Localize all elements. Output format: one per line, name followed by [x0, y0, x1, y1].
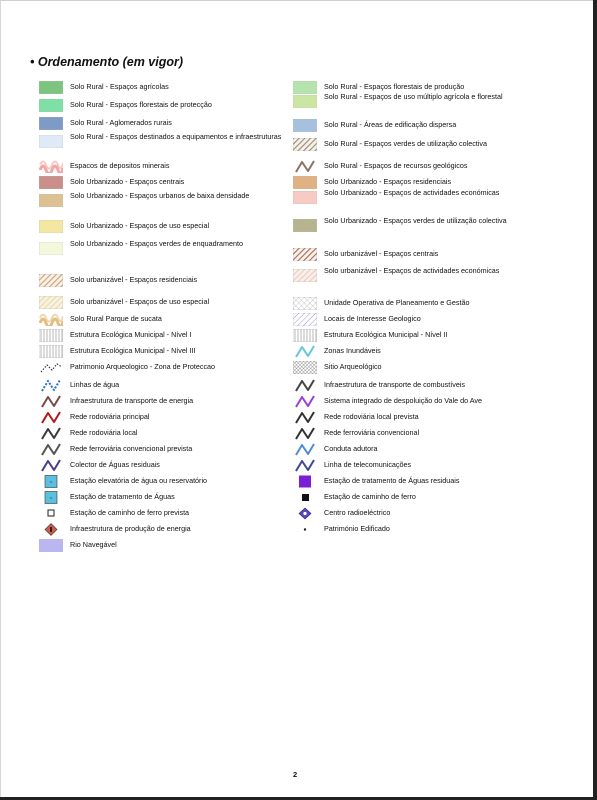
- legend-label: Solo Urbanizado - Espaços residenciais: [324, 177, 452, 186]
- legend-label: Patrimonio Arqueologico - Zona de Proteccao: [70, 362, 216, 371]
- legend-item: [293, 266, 538, 285]
- legend-swatch: [293, 219, 317, 232]
- legend-item: [39, 239, 294, 258]
- legend-item: [293, 216, 538, 235]
- legend-swatch: [39, 313, 63, 326]
- legend-swatch: [39, 491, 63, 504]
- legend-swatch: [39, 296, 63, 309]
- legend-item: [39, 459, 294, 475]
- legend-swatch: [39, 160, 63, 173]
- legend-label: Unidade Operativa de Planeamento e Gestão: [324, 298, 470, 307]
- legend-swatch: [293, 248, 317, 261]
- legend-item: [39, 191, 294, 210]
- legend-item: [293, 119, 538, 135]
- legend-label: Infraestrutura de transporte de combustíveis: [324, 380, 466, 389]
- legend-swatch: [293, 361, 317, 374]
- legend-item: [293, 491, 538, 507]
- legend-label: Solo Rural - Espaços verdes de utilização colectiva: [324, 139, 487, 148]
- legend-item: [39, 274, 294, 290]
- legend-label: Zonas Inundáveis: [324, 346, 381, 355]
- legend-item: [293, 361, 538, 377]
- legend-label: Solo Rural - Espaços florestais de produção: [324, 82, 465, 91]
- legend-item: [293, 443, 538, 459]
- legend-item: [293, 411, 538, 427]
- legend-item: [293, 379, 538, 395]
- legend-label: Solo Rural - Espaços de uso múltiplo agrícola e florestal: [324, 92, 503, 101]
- legend-swatch: [293, 176, 317, 189]
- legend-label: Rede rodoviária local: [70, 428, 138, 437]
- legend-label: Locais de Interesse Geologico: [324, 314, 421, 323]
- legend-swatch: [39, 475, 63, 488]
- legend-swatch: [39, 395, 63, 408]
- legend-swatch: [39, 427, 63, 440]
- legend-item: [293, 297, 538, 313]
- legend-item: [39, 176, 294, 192]
- legend-label: Rede ferroviária convencional: [324, 428, 420, 437]
- legend-item: [39, 313, 294, 329]
- svg-text:~: ~: [49, 480, 53, 486]
- legend-label: Solo Rural - Espaços agrícolas: [70, 82, 169, 91]
- legend-label: Centro radioeléctrico: [324, 508, 391, 517]
- legend-label: Património Edificado: [324, 524, 390, 533]
- legend-label: Solo Rural - Espaços florestais de protecção: [70, 100, 212, 109]
- legend-item: [293, 160, 538, 176]
- legend-swatch: [39, 117, 63, 130]
- legend-item: [39, 132, 294, 151]
- legend-swatch: [39, 135, 63, 148]
- legend-label: Linhas de água: [70, 380, 120, 389]
- legend-swatch: [293, 119, 317, 132]
- legend-item: [39, 296, 294, 312]
- section-heading: • Ordenamento (em vigor): [30, 55, 184, 69]
- legend-item: [293, 427, 538, 443]
- legend-swatch: [39, 329, 63, 342]
- legend-label: Rede ferroviária convencional prevista: [70, 444, 193, 453]
- legend-item: [39, 379, 294, 395]
- page-number: 2: [293, 770, 298, 779]
- legend-item: [39, 427, 294, 443]
- legend-label: Solo Urbanizado - Espaços verdes de utilização colectiva: [324, 216, 507, 225]
- legend-label: Sitio Arqueológico: [324, 362, 382, 371]
- legend-swatch: [293, 329, 317, 342]
- legend-swatch: [293, 297, 317, 310]
- legend-swatch: [293, 269, 317, 282]
- legend-swatch: [293, 491, 317, 504]
- legend-item: [293, 138, 538, 154]
- page-shadow-right: [593, 0, 597, 800]
- legend-item: [293, 459, 538, 475]
- legend-label: Estação de caminho de ferro: [324, 492, 416, 501]
- legend-swatch: [293, 138, 317, 151]
- legend-label: Solo urbanizável - Espaços centrais: [324, 249, 439, 258]
- legend-item: [39, 99, 294, 115]
- legend-item: [293, 345, 538, 361]
- svg-text:~: ~: [49, 496, 53, 502]
- legend-swatch: [293, 443, 317, 456]
- legend-swatch: [39, 507, 63, 520]
- legend-item: [293, 313, 538, 329]
- legend-item: [39, 361, 294, 377]
- legend-label: Colector de Águas residuais: [70, 460, 160, 469]
- legend-swatch: [39, 242, 63, 255]
- legend-swatch: [39, 345, 63, 358]
- legend-swatch: [39, 81, 63, 94]
- legend-label: Solo Rural - Espaços de recursos geológicos: [324, 161, 468, 170]
- legend-label: Solo Rural - Áreas de edificação dispersa: [324, 120, 457, 129]
- legend-label: Estação de tratamento de Águas residuais: [324, 476, 460, 485]
- legend-item: [39, 220, 294, 236]
- legend-label: Estação elevatória de água ou reservatório: [70, 476, 208, 485]
- legend-item: [39, 411, 294, 427]
- legend-item: [293, 475, 538, 491]
- legend-item: [293, 507, 538, 523]
- legend-item: [39, 329, 294, 345]
- legend-swatch: [39, 194, 63, 207]
- legend-label: Rede rodoviária local prevista: [324, 412, 419, 421]
- legend-item: [39, 475, 294, 491]
- legend-label: Solo Rural - Espaços destinados a equipamentos e infraestruturas: [70, 132, 282, 141]
- legend-label: Solo urbanizável - Espaços de uso especial: [70, 297, 210, 306]
- legend-label: Estrutura Ecológica Municipal - Nível I: [70, 330, 192, 339]
- legend-swatch: [293, 95, 317, 108]
- legend-label: Infraestrutura de transporte de energia: [70, 396, 194, 405]
- legend-label: Estrutura Ecológica Municipal - Nível II: [324, 330, 448, 339]
- legend-swatch: [293, 160, 317, 173]
- legend-item: [39, 491, 294, 507]
- legend-swatch: [39, 274, 63, 287]
- legend-swatch: [39, 361, 63, 374]
- legend-label: Espacos de depositos minerais: [70, 161, 170, 170]
- legend-item: [293, 92, 538, 111]
- legend-swatch: [293, 81, 317, 94]
- legend-item: [39, 523, 294, 539]
- legend-label: Solo urbanizável - Espaços de actividades económicas: [324, 266, 500, 275]
- legend-swatch: [293, 475, 317, 488]
- legend-swatch: [293, 395, 317, 408]
- legend-swatch: [39, 539, 63, 552]
- legend-swatch: [39, 99, 63, 112]
- legend-swatch: [293, 345, 317, 358]
- legend-swatch: [293, 523, 317, 536]
- legend-label: Infraestrutura de produção de energia: [70, 524, 191, 533]
- legend-swatch: [293, 427, 317, 440]
- legend-label: Solo Urbanizado - Espaços urbanos de baixa densidade: [70, 191, 250, 200]
- legend-swatch: [293, 411, 317, 424]
- legend-label: Linha de telecomunicações: [324, 460, 412, 469]
- legend-item: [39, 443, 294, 459]
- legend-label: Rio Navegável: [70, 540, 117, 549]
- legend-swatch: [293, 191, 317, 204]
- legend-item: [293, 523, 538, 539]
- legend-swatch: [39, 411, 63, 424]
- legend-swatch: [39, 443, 63, 456]
- legend-swatch: [39, 459, 63, 472]
- legend-item: [293, 248, 538, 264]
- legend-item: [39, 117, 294, 133]
- legend-item: [293, 188, 538, 207]
- legend-label: Rede rodoviária principal: [70, 412, 150, 421]
- legend-item: [39, 81, 294, 97]
- legend-item: [39, 160, 294, 176]
- legend-swatch: [39, 176, 63, 189]
- legend-swatch: [293, 379, 317, 392]
- legend-swatch: [39, 523, 63, 536]
- legend-label: Solo Urbanizado - Espaços centrais: [70, 177, 185, 186]
- legend-label: Solo Urbanizado - Espaços de actividades económicas: [324, 188, 500, 197]
- legend-label: Conduta adutora: [324, 444, 378, 453]
- legend-item: [39, 345, 294, 361]
- legend-item: [39, 507, 294, 523]
- legend-item: [293, 329, 538, 345]
- legend-label: Solo urbanizável - Espaços residenciais: [70, 275, 198, 284]
- legend-swatch: [293, 313, 317, 326]
- legend-item: [39, 395, 294, 411]
- legend-swatch: [39, 379, 63, 392]
- legend-swatch: [39, 220, 63, 233]
- legend-label: Sistema integrado de despoluição do Vale do Ave: [324, 396, 482, 405]
- legend-item: [293, 395, 538, 411]
- legend-label: Estação de tratamento de Águas: [70, 492, 175, 501]
- legend-label: Solo Urbanizado - Espaços verdes de enquadramento: [70, 239, 244, 248]
- legend-item: [39, 539, 294, 555]
- legend-label: Solo Rural - Aglomerados rurais: [70, 118, 172, 127]
- legend-label: Estação de caminho de ferro prevista: [70, 508, 190, 517]
- legend-label: Solo Urbanizado - Espaços de uso especial: [70, 221, 210, 230]
- legend-swatch: [293, 459, 317, 472]
- legend-label: Estrutura Ecológica Municipal - Nível III: [70, 346, 196, 355]
- legend-label: Solo Rural Parque de sucata: [70, 314, 162, 323]
- legend-swatch: [293, 507, 317, 520]
